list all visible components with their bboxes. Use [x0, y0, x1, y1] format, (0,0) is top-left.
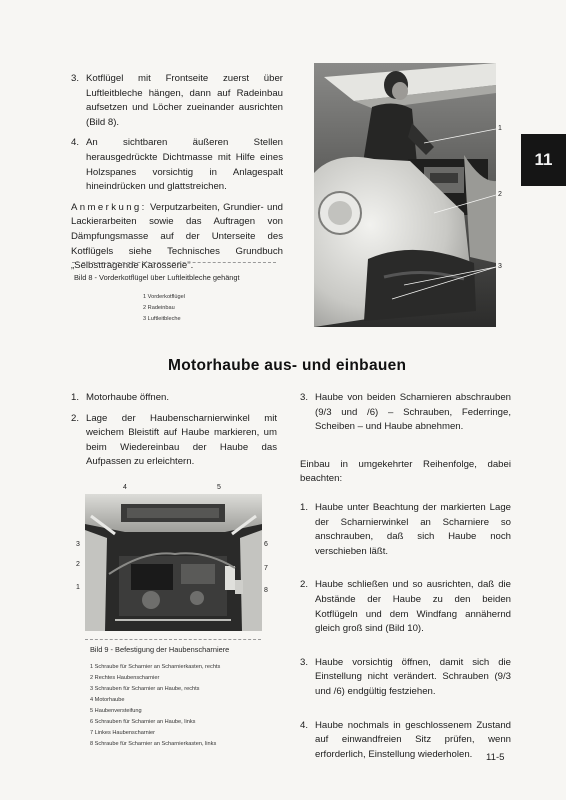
- step-text: Haube schließen und so ausrichten, daß die Abstände der Haube zu den beiden Kotflügeln und dem Windfang annähernd gleich groß sind (Bild 10).: [315, 579, 511, 635]
- step-number: 1.: [71, 392, 80, 403]
- step-item: [71, 391, 277, 406]
- caption-divider: [85, 639, 261, 640]
- legend-item: 4 Motorhaube: [90, 697, 125, 703]
- step-number: 2.: [300, 579, 309, 591]
- step-text: Motorhaube öffnen.: [86, 392, 170, 403]
- caption-divider: [72, 262, 276, 263]
- engine-bay-photo: [85, 494, 262, 631]
- figure9-callout-4: 4: [123, 484, 127, 491]
- step-text: Haube unter Beachtung der markierten Lage der Scharnierwinkel an Scharniere so anschrauben, daß sich Haube noch verschieben läßt.: [315, 501, 511, 557]
- figure8-callout-2: 2: [498, 191, 502, 198]
- page-number: 11-5: [486, 752, 505, 763]
- legend-item: 3 Luftleitbleche: [143, 316, 181, 322]
- hood-right-column: [300, 391, 511, 762]
- fender-steps: [71, 72, 283, 274]
- legend-item: 3 Schrauben für Scharnier an Haube, rechts: [90, 686, 200, 692]
- step-number: 3.: [71, 73, 80, 84]
- figure9-callout-5: 5: [217, 484, 221, 491]
- figure9-caption: Bild 9 - Befestigung der Haubenscharniere: [90, 645, 230, 654]
- figure9-callout-3: 3: [76, 541, 80, 548]
- hood-removal-steps: [71, 391, 277, 470]
- step-text: Haube von beiden Scharnieren abschrauben (9/3 und /6) – Schrauben, Federringe, Scheiben – und Haube abnehmen.: [315, 392, 511, 433]
- step-number: 4.: [71, 137, 80, 149]
- figure8-caption: Bild 8 - Vorderkotflügel über Luftleitbleche gehängt: [74, 273, 240, 282]
- step-item: [300, 501, 511, 559]
- step-text: Lage der Haubenscharnierwinkel mit weichem Bleistift auf Haube markieren, um beim Wiedereinbau der Haube das Aufpassen zu erleichtern.: [86, 412, 277, 468]
- step-number: 4.: [300, 719, 309, 731]
- step-text: An sichtbaren äußeren Stellen herausgedrückte Dichtmasse mit Hilfe eines Holzspanes vorsichtig in Anlagespalt hineindrücken und glattstreichen.: [86, 137, 283, 193]
- step-item: [71, 412, 277, 470]
- reinstall-intro: Einbau in umgekehrter Reihenfolge, dabei beachten:: [300, 458, 511, 485]
- step-number: 1.: [300, 501, 309, 513]
- legend-item: 1 Vorderkotflügel: [143, 294, 185, 300]
- step-text: Haube vorsichtig öffnen, damit sich die Einstellung nicht verändert. Schrauben (9/3 und /6) endgültig festziehen.: [315, 656, 511, 697]
- legend-item: 8 Schraube für Scharnier an Scharnierkasten, links: [90, 741, 217, 747]
- note-text: Verputzarbeiten, Grundier- und Lackierarbeiten sowie das Auftragen von Dämpfungsmasse auf der Unterseite des Kotflügels siehe Technisches Grundbuch „Selbsttragende Karosserie".: [71, 201, 283, 272]
- figure9-callout-8: 8: [264, 587, 268, 594]
- step-number: 3.: [300, 392, 309, 403]
- step-item: [300, 656, 511, 700]
- step-number: 3.: [300, 656, 309, 668]
- car-fender-photo: [314, 63, 496, 327]
- figure9-legend: [90, 662, 220, 750]
- legend-item: 1 Schraube für Scharnier an Scharnierkasten, rechts: [90, 664, 221, 670]
- step-item: [71, 136, 283, 194]
- step-item: [71, 72, 283, 130]
- legend-item: 2 Radeinbau: [143, 305, 175, 311]
- figure9-callout-7: 7: [264, 565, 268, 572]
- figure9-callout-2: 2: [76, 561, 80, 568]
- figure9-callout-6: 6: [264, 541, 268, 548]
- step-number: 2.: [71, 412, 80, 424]
- section-heading: Motorhaube aus- und einbauen: [168, 357, 407, 374]
- legend-item: 2 Rechtes Haubenscharnier: [90, 675, 160, 681]
- figure9-callout-1: 1: [76, 584, 80, 591]
- figure8-photo: [314, 63, 496, 327]
- legend-item: 6 Schrauben für Scharnier an Haube, links: [90, 719, 196, 725]
- chapter-tab: 11: [521, 134, 566, 186]
- figure9-photo: [85, 494, 262, 631]
- step-item: [300, 578, 511, 636]
- legend-item: 7 Linkes Haubenscharnier: [90, 730, 155, 736]
- figure8-callout-3: 3: [498, 263, 502, 270]
- step-item: [300, 391, 511, 435]
- step-text: Kotflügel mit Frontseite zuerst über Luftleitbleche hängen, dann auf Radeinbau aufsetzen und Löcher zueinander ausrichten (Bild 8).: [86, 73, 283, 128]
- legend-item: 5 Haubenversteifung: [90, 708, 142, 714]
- step-item: [300, 719, 511, 763]
- figure8-legend: [143, 292, 185, 325]
- step-text: Haube nochmals in geschlossenem Zustand auf einwandfreien Sitz prüfen, wenn erforderlich, Einstellung wiederholen.: [315, 719, 511, 760]
- note-label: Anmerkung:: [71, 201, 147, 213]
- figure8-callout-1: 1: [498, 125, 502, 132]
